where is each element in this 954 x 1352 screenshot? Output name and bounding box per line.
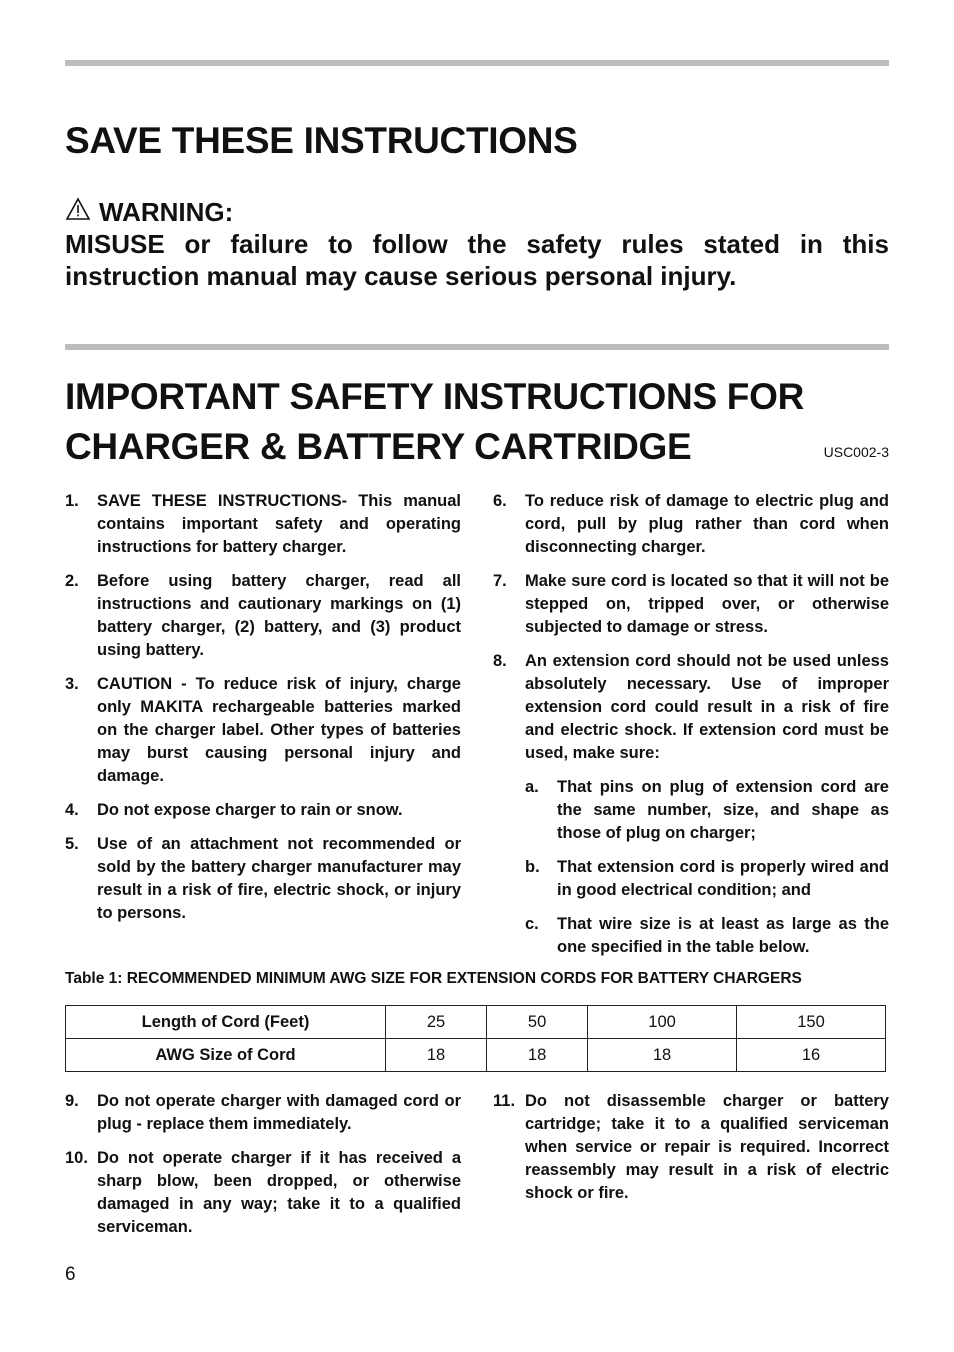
section-title-line1: IMPORTANT SAFETY INSTRUCTIONS FOR (65, 376, 805, 417)
list-item (65, 1147, 461, 1239)
item-text: Do not operate charger if it has received a sharp blow, been dropped, or otherwise damaged in any way; take it to a qualified serviceman. (97, 1149, 461, 1236)
table-cell: 150 (737, 1006, 886, 1039)
sub-item-letter: b. (525, 858, 540, 876)
table-row (66, 1006, 886, 1039)
item-text: CAUTION - To reduce risk of injury, charge only MAKITA rechargeable batteries marked on the charger label. Other types of batteries may burst causing personal injury and damage. (97, 675, 461, 785)
list-item (493, 1090, 889, 1205)
page-number: 6 (65, 1264, 76, 1285)
table-cell: 50 (487, 1006, 588, 1039)
instructions-column-right-2 (493, 1090, 889, 1216)
warning-block (65, 196, 889, 292)
table-cell: 16 (737, 1039, 886, 1072)
table-row (66, 1039, 886, 1072)
sub-item (525, 913, 889, 959)
item-number: 11. (493, 1092, 516, 1110)
sub-item (525, 776, 889, 845)
item-text: Do not disassemble charger or battery cartridge; take it to a qualified serviceman when service or repair is required. Incorrect reassembly may result in a risk of electric shock or fire. (525, 1092, 889, 1202)
list-item (493, 490, 889, 559)
warning-text: MISUSE or failure to follow the safety rules stated in this instruction manual may cause serious personal injury. (65, 229, 889, 291)
table-cell: 100 (588, 1006, 737, 1039)
table-cell: 18 (487, 1039, 588, 1072)
item-number: 6. (493, 492, 507, 510)
table-row-header: Length of Cord (Feet) (66, 1006, 386, 1039)
section-title-line2: CHARGER & BATTERY CARTRIDGE (65, 426, 692, 467)
top-divider (65, 60, 889, 66)
sub-item-letter: c. (525, 915, 539, 933)
list-item (65, 833, 461, 925)
table-cell: 25 (386, 1006, 487, 1039)
item-text: Do not expose charger to rain or snow. (97, 801, 403, 819)
list-item (493, 650, 889, 765)
list-item (65, 1090, 461, 1136)
item-number: 8. (493, 652, 507, 670)
sub-item-letter: a. (525, 778, 539, 796)
item-number: 5. (65, 835, 79, 853)
item-number: 2. (65, 572, 79, 590)
item-number: 1. (65, 492, 79, 510)
list-item (493, 570, 889, 639)
save-instructions-title: SAVE THESE INSTRUCTIONS (65, 120, 578, 161)
table-row-header: AWG Size of Cord (66, 1039, 386, 1072)
item-text: Make sure cord is located so that it will not be stepped on, tripped over, or otherwise subjected to damage or stress. (525, 572, 889, 636)
warning-triangle-icon (65, 196, 99, 228)
instructions-column-left (65, 490, 461, 936)
list-item (65, 490, 461, 559)
instructions-column-right (493, 490, 889, 970)
list-item (65, 799, 461, 822)
list-item (65, 570, 461, 662)
list-item (65, 673, 461, 788)
section-title (65, 372, 825, 472)
warning-heading (65, 196, 889, 228)
item-number: 7. (493, 572, 507, 590)
item-text: Do not operate charger with damaged cord or plug - replace them immediately. (97, 1092, 461, 1133)
item-text: Use of an attachment not recommended or sold by the battery charger manufacturer may result in a risk of fire, electric shock, or injury to persons. (97, 835, 461, 922)
item-number: 3. (65, 675, 79, 693)
item-text: An extension cord should not be used unless absolutely necessary. Use of improper extension cord could result in a risk of fire and electric shock. If extension cord must be used, make sure: (525, 652, 889, 762)
sub-item-text: That extension cord is properly wired and in good electrical condition; and (557, 858, 889, 899)
sub-item-text: That pins on plug of extension cord are the same number, size, and shape as those of plug on charger; (557, 778, 889, 842)
awg-table (65, 1005, 886, 1072)
item-text: SAVE THESE INSTRUCTIONS- This manual contains important safety and operating instructions for battery charger. (97, 492, 461, 556)
item-number: 10. (65, 1149, 88, 1167)
item-text: Before using battery charger, read all instructions and cautionary markings on (1) battery charger, (2) battery, and (3) product using battery. (97, 572, 461, 659)
section-code: USC002-3 (823, 444, 889, 460)
sub-item-text: That wire size is at least as large as the one specified in the table below. (557, 915, 889, 956)
table-caption: Table 1: RECOMMENDED MINIMUM AWG SIZE FOR EXTENSION CORDS FOR BATTERY CHARGERS (65, 970, 802, 987)
sub-item (525, 856, 889, 902)
table-cell: 18 (588, 1039, 737, 1072)
item-number: 4. (65, 801, 79, 819)
section-divider (65, 344, 889, 350)
item-text: To reduce risk of damage to electric plug and cord, pull by plug rather than cord when disconnecting charger. (525, 492, 889, 556)
warning-label: WARNING: (99, 197, 234, 227)
item-number: 9. (65, 1092, 79, 1110)
instructions-column-left-2 (65, 1090, 461, 1250)
table-cell: 18 (386, 1039, 487, 1072)
